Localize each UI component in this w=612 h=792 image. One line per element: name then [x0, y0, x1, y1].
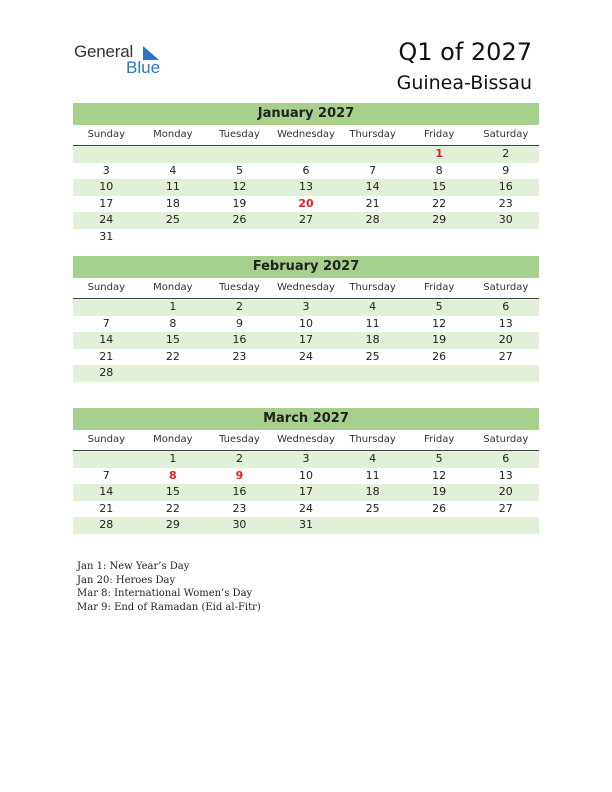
weekday-label: Monday [153, 282, 193, 293]
day-cell: 8 [169, 316, 177, 330]
day-cell [339, 517, 406, 534]
weekday-label: Wednesday [277, 129, 335, 140]
day-cell: 15 [432, 180, 447, 193]
day-cell: 20 [498, 485, 513, 498]
weekday-label: Wednesday [277, 282, 335, 293]
day-cell: 1 [169, 452, 177, 465]
day-cell [273, 229, 340, 246]
week-row [73, 501, 539, 518]
day-cell: 12 [232, 180, 247, 193]
day-cell: 11 [165, 180, 180, 193]
week-row [73, 179, 539, 196]
month-january [73, 103, 539, 245]
day-cell: 13 [299, 180, 314, 193]
week-row [73, 332, 539, 349]
day-cell: 23 [232, 501, 247, 515]
day-cell: 25 [165, 213, 180, 226]
day-cell: 6 [502, 452, 510, 465]
day-cell: 5 [235, 163, 243, 177]
day-cell: 13 [498, 468, 513, 482]
day-cell: 19 [232, 196, 247, 210]
day-cell: 19 [432, 485, 447, 498]
weekday-label: Saturday [483, 282, 529, 293]
day-cell: 17 [299, 485, 314, 498]
day-cell: 13 [498, 316, 513, 330]
day-cell: 11 [365, 316, 380, 330]
day-cell: 30 [232, 518, 247, 531]
day-cell: 2 [235, 452, 243, 465]
day-cell: 29 [165, 518, 180, 531]
weekday-label: Tuesday [219, 129, 260, 140]
day-cell: 19 [432, 333, 447, 346]
holiday-note: Jan 20: Heroes Day [77, 574, 176, 586]
week-row [73, 517, 539, 534]
day-cell [140, 365, 207, 382]
day-cell: 16 [232, 333, 247, 346]
weekday-label: Sunday [87, 282, 125, 293]
day-cell: 25 [365, 349, 380, 363]
day-cell: 12 [432, 316, 447, 330]
month-header: January 2027 [73, 103, 539, 125]
week-row [73, 196, 539, 213]
day-cell [73, 299, 140, 316]
week-row [73, 349, 539, 366]
weekday-label: Sunday [87, 129, 125, 140]
day-cell: 1 [435, 147, 443, 160]
day-cell: 26 [432, 349, 447, 363]
day-cell: 10 [299, 316, 314, 330]
day-cell: 9 [235, 468, 244, 482]
weekday-label: Friday [424, 282, 455, 293]
day-cell: 10 [99, 180, 114, 193]
weekday-header-row [73, 280, 539, 299]
day-cell: 2 [502, 147, 510, 160]
day-cell: 27 [299, 213, 314, 226]
day-cell: 5 [435, 300, 443, 313]
weekday-label: Monday [153, 129, 193, 140]
day-cell: 23 [232, 349, 247, 363]
day-cell: 9 [235, 316, 243, 330]
day-cell: 4 [169, 163, 177, 177]
weekday-label: Sunday [87, 434, 125, 445]
day-cell: 28 [99, 518, 114, 531]
day-cell [406, 229, 473, 246]
day-cell: 18 [365, 333, 380, 346]
holiday-note: Mar 9: End of Ramadan (Eid al-Fitr) [77, 601, 261, 613]
day-cell: 18 [365, 485, 380, 498]
day-cell: 6 [502, 300, 510, 313]
week-row [73, 316, 539, 333]
weekday-label: Thursday [349, 129, 396, 140]
day-cell: 4 [369, 300, 377, 313]
week-row [73, 212, 539, 229]
day-cell: 16 [232, 485, 247, 498]
day-cell: 1 [169, 300, 177, 313]
day-cell: 20 [498, 333, 513, 346]
month-header: March 2027 [73, 408, 539, 430]
day-cell [206, 146, 273, 163]
day-cell: 26 [432, 501, 447, 515]
day-cell: 31 [99, 229, 114, 243]
day-cell [273, 146, 340, 163]
day-cell: 26 [232, 213, 247, 226]
weekday-label: Thursday [349, 282, 396, 293]
day-cell: 27 [498, 349, 513, 363]
day-cell: 15 [165, 485, 180, 498]
weekday-label: Tuesday [219, 434, 260, 445]
day-cell [140, 229, 207, 246]
page-title: Q1 of 2027 [398, 38, 532, 66]
day-cell: 28 [99, 366, 114, 379]
day-cell [73, 146, 140, 163]
weekday-header-row [73, 432, 539, 451]
day-cell: 11 [365, 468, 380, 482]
day-cell: 24 [99, 213, 114, 226]
day-cell: 22 [165, 349, 180, 363]
day-cell [339, 365, 406, 382]
week-row [73, 468, 539, 485]
weekday-label: Wednesday [277, 434, 335, 445]
day-cell: 24 [299, 501, 314, 515]
brand-word-general: General [74, 42, 134, 61]
brand-word-blue: Blue [126, 58, 161, 77]
day-cell: 7 [102, 316, 110, 330]
day-cell [273, 365, 340, 382]
day-cell: 15 [165, 333, 180, 346]
week-row [73, 299, 539, 316]
day-cell: 24 [299, 349, 314, 363]
day-cell: 16 [498, 180, 513, 193]
brand-logo [74, 42, 184, 78]
day-cell: 22 [432, 196, 447, 210]
day-cell: 10 [299, 468, 314, 482]
weekday-label: Saturday [483, 434, 529, 445]
day-cell: 30 [498, 213, 513, 226]
day-cell: 3 [302, 452, 310, 465]
day-cell [206, 229, 273, 246]
day-cell: 14 [99, 333, 114, 346]
day-cell: 27 [498, 501, 513, 515]
week-row [73, 365, 539, 382]
day-cell: 5 [435, 452, 443, 465]
day-cell: 8 [435, 163, 443, 177]
week-row [73, 146, 539, 163]
day-cell: 18 [165, 196, 180, 210]
day-cell: 17 [299, 333, 314, 346]
week-row [73, 229, 539, 246]
holiday-note: Jan 1: New Year’s Day [77, 561, 190, 572]
day-cell: 7 [102, 468, 110, 482]
weekday-label: Tuesday [219, 282, 260, 293]
weekday-label: Friday [424, 434, 455, 445]
day-cell: 29 [432, 213, 447, 226]
week-row [73, 484, 539, 501]
day-cell: 21 [365, 196, 380, 210]
day-cell: 2 [235, 300, 243, 313]
day-cell: 20 [298, 196, 314, 210]
day-cell: 12 [432, 468, 447, 482]
day-cell [339, 146, 406, 163]
day-cell: 7 [369, 163, 377, 177]
month-february [73, 256, 539, 382]
day-cell: 21 [99, 349, 114, 363]
day-cell [73, 451, 140, 468]
month-march [73, 408, 539, 534]
day-cell: 6 [302, 163, 310, 177]
day-cell: 21 [99, 501, 114, 515]
day-cell: 9 [502, 163, 510, 177]
day-cell [206, 365, 273, 382]
day-cell: 22 [165, 501, 180, 515]
weekday-label: Monday [153, 434, 193, 445]
day-cell [339, 229, 406, 246]
weekday-label: Friday [424, 129, 455, 140]
weekday-label: Saturday [483, 129, 529, 140]
day-cell [472, 517, 539, 534]
day-cell: 4 [369, 452, 377, 465]
holiday-note: Mar 8: International Women’s Day [77, 588, 253, 599]
holiday-notes [77, 560, 261, 614]
week-row [73, 451, 539, 468]
day-cell [472, 365, 539, 382]
day-cell [406, 517, 473, 534]
day-cell: 8 [169, 468, 177, 482]
weekday-header-row [73, 127, 539, 146]
day-cell [472, 229, 539, 246]
month-header: February 2027 [73, 256, 539, 278]
country-name: Guinea-Bissau [396, 72, 532, 94]
day-cell: 14 [99, 485, 114, 498]
day-cell [140, 146, 207, 163]
weekday-label: Thursday [349, 434, 396, 445]
day-cell: 23 [498, 196, 513, 210]
day-cell: 3 [302, 300, 310, 313]
day-cell: 31 [299, 518, 314, 531]
day-cell: 3 [102, 163, 110, 177]
day-cell: 17 [99, 196, 114, 210]
day-cell: 28 [365, 213, 380, 226]
week-row [73, 163, 539, 180]
day-cell [406, 365, 473, 382]
day-cell: 25 [365, 501, 380, 515]
day-cell: 14 [365, 180, 380, 193]
